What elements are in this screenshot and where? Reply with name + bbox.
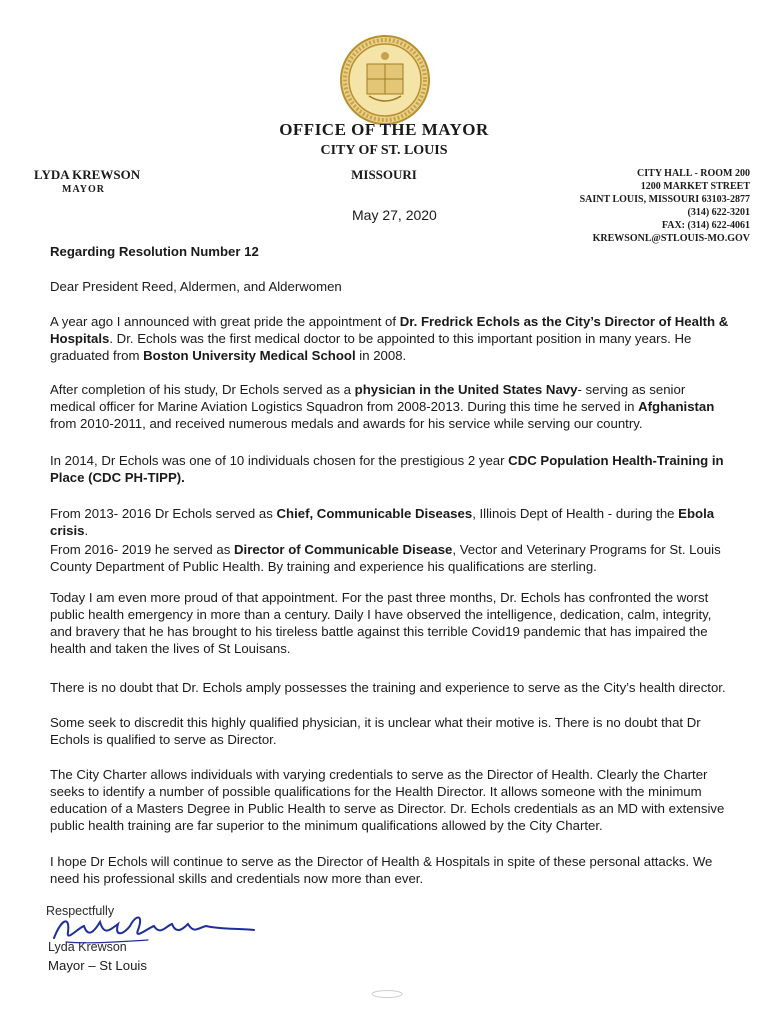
letter-date: May 27, 2020 <box>352 207 437 223</box>
state-title: MISSOURI <box>351 167 417 182</box>
address-block <box>580 167 750 245</box>
subject-line <box>50 243 730 260</box>
paragraph-7: There is no doubt that Dr. Echols amply possesses the training and experience to serve as the City’s health director. <box>50 680 726 695</box>
paragraph-8: Some seek to discredit this highly qualified physician, it is unclear what their motive is. There is no doubt that Dr Echols is qualified to serve as Director. <box>50 715 701 747</box>
mayor-title: MAYOR <box>62 184 105 195</box>
salutation: Dear President Reed, Aldermen, and Alderwomen <box>50 279 342 294</box>
paragraph-3: In 2014, Dr Echols was one of 10 individuals chosen for the prestigious 2 year CDC Population Health-Training in Place (CDC PH-TIPP). <box>50 453 724 485</box>
phone-line: (314) 622-3201 <box>687 207 750 218</box>
footer-mark-icon <box>370 986 404 996</box>
address-line: CITY HALL - ROOM 200 <box>637 168 750 179</box>
paragraph-2: After completion of his study, Dr Echols served as a physician in the United States Navy- serving as senior medical officer for Marine Aviation Logistics Squadron from 2008-2013. During this time he served in Afghanistan from 2010-2011, and received numerous medals and awards for his service while serving our country. <box>50 382 715 431</box>
closing: Respectfully <box>46 904 115 918</box>
city-title: CITY OF ST. LOUIS <box>320 143 448 158</box>
paragraph-5: From 2016- 2019 he served as Director of Communicable Disease, Vector and Veterinary Programs for St. Louis County Department of Public Health. By training and experience his qualifications are sterling. <box>50 542 721 574</box>
paragraph-9: The City Charter allows individuals with varying credentials to serve as the Director of Health. Clearly the Charter seeks to identify a number of possible qualifications for the Health Director. It allows someone with the minimum education of a Masters Degree in Public Health to serve as Director. Dr. Echols credentials as an MD with extensive public health training are far superior to the minimum qualifications allowed by the City Charter. <box>50 767 725 833</box>
address-line: SAINT LOUIS, MISSOURI 63103-2877 <box>579 194 750 205</box>
paragraph-6: Today I am even more proud of that appointment. For the past three months, Dr. Echols has confronted the worst public health emergency in more than a century. Daily I have observed the intelligence, dedication, calm, integrity, and bravery that he has brought to his tireless battle against this terrible Covid19 pandemic that has impaired the health and taken the lives of St Louisans. <box>50 590 712 656</box>
city-seal-icon <box>339 34 431 126</box>
paragraph-4: From 2013- 2016 Dr Echols served as Chief, Communicable Diseases, Illinois Dept of Health - during the Ebola crisis. <box>50 506 715 538</box>
signer-title: Mayor – St Louis <box>48 958 147 973</box>
email-line[interactable]: KREWSONL@STLOUIS-MO.GOV <box>592 233 750 244</box>
mayor-name: LYDA KREWSON <box>34 167 141 182</box>
office-title: OFFICE OF THE MAYOR <box>279 120 489 139</box>
signer-name: Lyda Krewson <box>48 940 127 954</box>
paragraph-1: A year ago I announced with great pride the appointment of Dr. Fredrick Echols as the City’s Director of Health & Hospitals. Dr. Echols was the first medical doctor to be appointed to this important position in many years. He graduated from Boston University Medical School in 2008. <box>50 314 729 363</box>
handwritten-signature <box>48 908 258 948</box>
fax-line: FAX: (314) 622-4061 <box>661 220 750 231</box>
address-line: 1200 MARKET STREET <box>640 181 750 192</box>
subject: Regarding Resolution Number 12 <box>50 244 259 259</box>
paragraph-10: I hope Dr Echols will continue to serve as the Director of Health & Hospitals in spite of these personal attacks. We need his professional skills and credentials now more than ever. <box>50 854 713 886</box>
